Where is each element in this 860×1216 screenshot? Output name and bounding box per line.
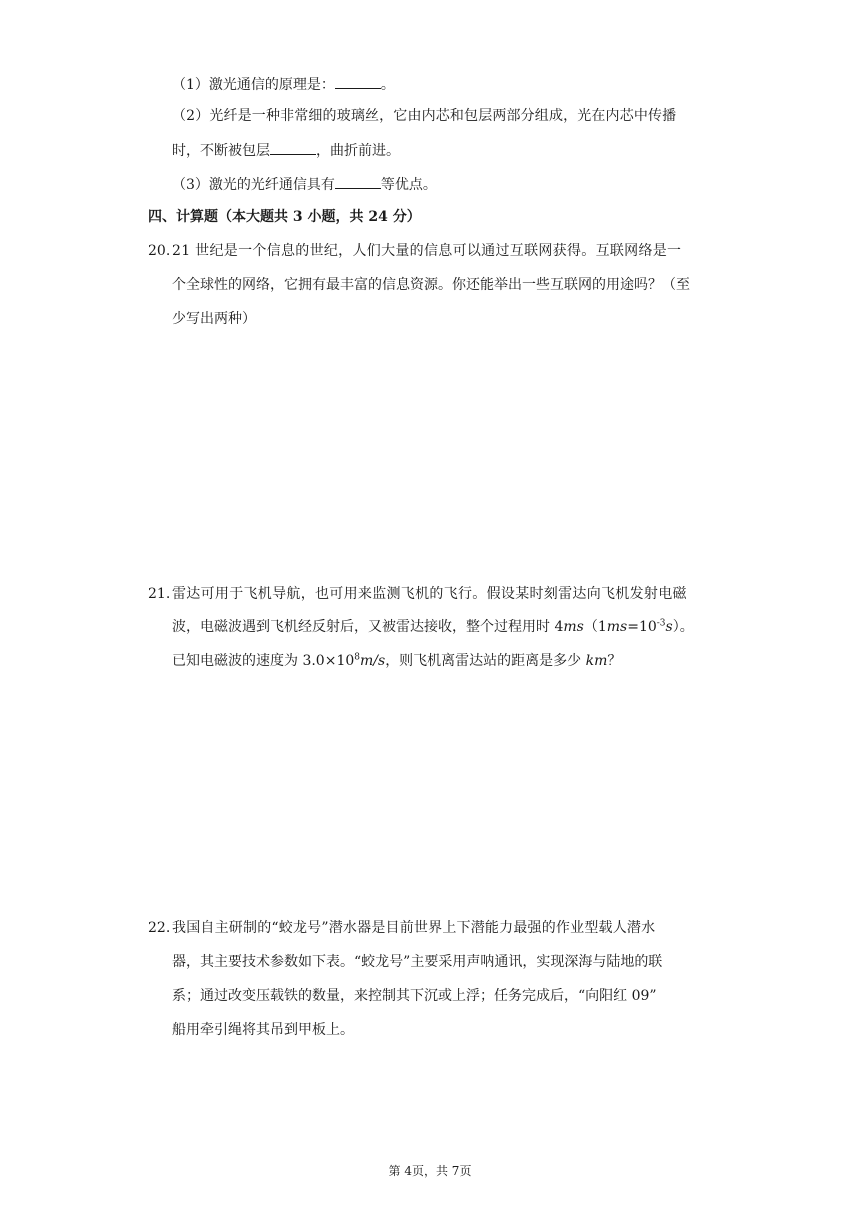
- sub-question-1: [172, 74, 395, 95]
- sub-question-3-end: 等优点。: [380, 177, 437, 193]
- exponent: -3: [656, 618, 666, 629]
- question-20-line-1: 21 世纪是一个信息的世纪，人们大量的信息可以通过互联网获得。互联网络是一: [172, 243, 682, 259]
- q21-text-g: ？: [607, 653, 622, 669]
- question-21-line-1: 雷达可用于飞机导航，也可用来监测飞机的飞行。假设某时刻雷达向飞机发射电磁: [172, 586, 687, 602]
- question-22-line-4: 船用牵引绳将其吊到甲板上。: [172, 1022, 354, 1038]
- question-20-number: 20.: [148, 243, 171, 259]
- q21-text-c: =10: [627, 619, 657, 635]
- q21-text-f: ，则飞机离雷达站的距离是多少: [385, 653, 586, 669]
- sub-question-2-line-1: （2）光纤是一种非常细的玻璃丝，它由内芯和包层两部分组成，光在内芯中传播: [172, 108, 677, 124]
- sub-question-2-end: ，曲折前进。: [316, 143, 400, 159]
- sub-question-1-end: 。: [380, 77, 395, 93]
- question-22-line-1: 我国自主研制的“蛟龙号”潜水器是目前世界上下潜能力最强的作业型载人潜水: [172, 920, 656, 936]
- q21-text-e: 已知电磁波的速度为 3.0×10: [172, 653, 355, 669]
- sub-question-3-text: （3）激光的光纤通信具有: [172, 177, 335, 193]
- sub-question-2-line-2: [172, 140, 400, 161]
- sub-question-1-text: （1）激光通信的原理是：: [172, 77, 335, 93]
- answer-blank[interactable]: [335, 74, 381, 89]
- unit-km: km: [585, 653, 608, 669]
- question-22-number: 22.: [148, 920, 171, 936]
- answer-blank[interactable]: [335, 174, 381, 189]
- q21-text-b: （1: [583, 619, 607, 635]
- unit-speed: m/s: [360, 653, 386, 669]
- q21-text-d: ）。: [672, 619, 694, 635]
- unit-ms: ms: [563, 619, 584, 635]
- question-22-line-2: 器，其主要技术参数如下表。“蛟龙号”主要采用声呐通讯，实现深海与陆地的联: [172, 954, 663, 970]
- question-22-line-3: 系；通过改变压载铁的数量，来控制其下沉或上浮；任务完成后，“向阳红 09”: [172, 988, 657, 1004]
- unit-ms: ms: [606, 619, 628, 635]
- q21-text-a: 波，电磁波遇到飞机经反射后，又被雷达接收，整个过程用时 4: [172, 619, 564, 635]
- question-20-line-2: 个全球性的网络，它拥有最丰富的信息资源。你还能举出一些互联网的用途吗？（至: [172, 277, 690, 293]
- section-heading: 四、计算题（本大题共 3 小题，共 24 分）: [148, 209, 421, 225]
- question-21-number: 21.: [148, 586, 171, 602]
- unit-s: s: [665, 619, 673, 635]
- page-footer: 第 4页，共 7页: [388, 1164, 472, 1178]
- question-21-line-3: [172, 651, 621, 671]
- exponent: 8: [354, 652, 360, 663]
- question-21-line-2: [172, 617, 694, 637]
- answer-blank[interactable]: [270, 140, 316, 155]
- sub-question-3: [172, 174, 437, 195]
- question-20-line-3: 少写出两种）: [172, 311, 256, 327]
- sub-question-2-text: 时，不断被包层: [172, 143, 270, 159]
